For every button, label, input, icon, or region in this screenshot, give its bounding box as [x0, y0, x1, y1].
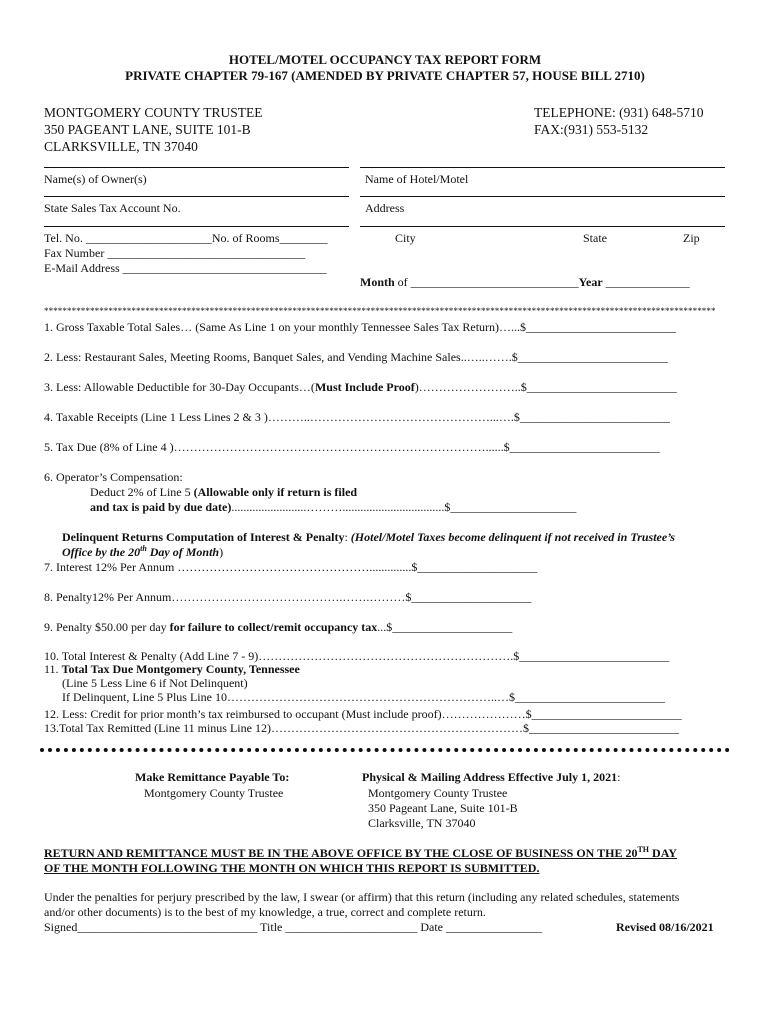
dotted-divider — [40, 748, 730, 752]
office-name: MONTGOMERY COUNTY TRUSTEE — [44, 105, 263, 120]
hotel-field-line[interactable] — [360, 167, 725, 168]
owners-label: Name(s) of Owner(s) — [44, 172, 147, 186]
line-3-30-day-deduction[interactable] — [44, 380, 677, 395]
deadline-notice-2 — [44, 861, 539, 876]
physical-heading — [362, 770, 620, 785]
line-9-text: 9. Penalty $50.00 per day — [44, 620, 170, 634]
physical-addr-1: Montgomery County Trustee — [368, 786, 508, 800]
owners-field-line[interactable] — [44, 167, 349, 168]
line-11-heading — [44, 662, 300, 677]
deadline-text: RETURN AND REMITTANCE MUST BE IN THE ABOVE OFFICE BY THE CLOSE OF BUSINESS ON THE 20 — [44, 846, 638, 860]
delinquent-note-3: Day of Month — [146, 545, 220, 559]
deadline-day: DAY — [649, 846, 677, 860]
address-field-line[interactable] — [360, 196, 725, 197]
line-3-bold: Must Include Proof — [314, 380, 415, 394]
line-9-blank: ...$____________________ — [377, 620, 513, 634]
form-title: HOTEL/MOTEL OCCUPANCY TAX REPORT FORM — [228, 52, 542, 67]
line-11-title: Total Tax Due Montgomery County, Tennessee — [61, 662, 300, 676]
perjury-statement: Under the penalties for perjury prescribed by the law, I swear (or affirm) that this return (including any related schedules, statements — [44, 890, 680, 904]
revised-date — [616, 920, 714, 935]
payable-heading — [135, 770, 289, 785]
office-city: CLARKSVILLE, TN 37040 — [44, 139, 198, 154]
line-6-condition-2: and tax is paid by due date) — [90, 500, 232, 514]
delinquent-heading — [62, 530, 675, 545]
line-7-interest[interactable]: 7. Interest 12% Per Annum …………………………………………..............$____________________ — [44, 560, 538, 574]
state-label: State — [583, 231, 607, 245]
month-label: Month — [360, 275, 395, 289]
physical-colon: : — [617, 770, 621, 784]
deadline-notice — [44, 846, 677, 861]
city-label: City — [395, 231, 416, 245]
delinquent-title: Delinquent Returns Computation of Interest & Penalty — [62, 530, 345, 544]
perjury-statement-2: and/or other documents) is to the best of my knowledge, a true, correct and complete return. — [44, 905, 486, 919]
line-3-text: 3. Less: Allowable Deductible for 30-Day Occupants…( — [44, 380, 315, 394]
line-6-amount[interactable] — [90, 500, 576, 515]
physical-addr-3: Clarksville, TN 37040 — [368, 816, 476, 830]
line-9-bold: for failure to collect/remit occupancy tax — [169, 620, 378, 634]
line-11-total-due[interactable]: If Delinquent, Line 5 Plus Line 10…………………………………………………………..…$_________________________ — [62, 690, 665, 704]
fax-number-field[interactable]: Fax Number _________________________________ — [44, 246, 306, 260]
deadline-text-2: OF THE MONTH FOLLOWING THE MONTH ON WHICH THIS REPORT IS SUBMITTED. — [44, 861, 540, 875]
delinquent-sup: th — [140, 544, 147, 553]
month-line: of ____________________________ — [397, 275, 579, 289]
city-state-zip-field-line[interactable] — [360, 226, 725, 227]
month-year-field[interactable] — [360, 275, 690, 290]
line-6-deduct-text: Deduct 2% of Line 5 — [90, 485, 194, 499]
address-label: Address — [365, 201, 405, 215]
delinquent-note: (Hotel/Motel Taxes become delinquent if not received in Trustee’s — [350, 530, 675, 544]
hotel-label: Name of Hotel/Motel — [365, 172, 469, 186]
line-10-total-interest[interactable]: 10. Total Interest & Penalty (Add Line 7 - 9)……………………………………………………….$_________________________ — [44, 649, 670, 663]
line-5-tax-due[interactable]: 5. Tax Due (8% of Line 4 )……………………………………………………………………......$_________________________ — [44, 440, 660, 454]
line-6-condition: (Allowable only if return is filed — [193, 485, 358, 499]
office-fax: FAX:(931) 553-5132 — [534, 122, 649, 137]
revised-date-text: Revised 08/16/2021 — [616, 920, 714, 934]
sales-tax-acct-label: State Sales Tax Account No. — [44, 201, 181, 215]
line-6-deduct — [90, 485, 357, 500]
star-divider: ************************************************************************************************************************************************** — [44, 306, 716, 316]
line-11-number: 11. — [44, 662, 62, 676]
line-6-blank: .........................………..................................$_____________________ — [231, 500, 577, 514]
delinquent-note-2: Office by the 20 — [62, 545, 141, 559]
form-subtitle: PRIVATE CHAPTER 79-167 (AMENDED BY PRIVATE CHAPTER 57, HOUSE BILL 2710) — [125, 68, 645, 83]
physical-addr-2: 350 Pageant Lane, Suite 101-B — [368, 801, 518, 815]
line-6-operator-comp: 6. Operator’s Compensation: — [44, 470, 183, 484]
tel-rooms-field[interactable]: Tel. No. _____________________No. of Rooms________ — [44, 231, 328, 245]
line-11-note: (Line 5 Less Line 6 if Not Delinquent) — [62, 676, 248, 690]
payable-heading-text: Make Remittance Payable To: — [135, 770, 290, 784]
line-1-gross-sales[interactable]: 1. Gross Taxable Total Sales… (Same As Line 1 on your monthly Tennessee Sales Tax Return)…...$_________________________ — [44, 320, 677, 334]
line-2-less-sales[interactable]: 2. Less: Restaurant Sales, Meeting Rooms, Banquet Sales, and Vending Machine Sales..…..…….$_________________________ — [44, 350, 668, 364]
email-field[interactable]: E-Mail Address __________________________________ — [44, 261, 327, 275]
sep-line — [44, 226, 349, 227]
delinquent-heading-2 — [62, 545, 223, 560]
deadline-sup: TH — [637, 845, 650, 854]
line-13-total-remitted[interactable]: 13.Total Tax Remitted (Line 11 minus Line 12)………………………………………………………$_________________________ — [44, 721, 679, 735]
year-line: ______________ — [602, 275, 690, 289]
zip-label: Zip — [683, 231, 700, 245]
payable-name: Montgomery County Trustee — [144, 786, 284, 800]
office-street: 350 PAGEANT LANE, SUITE 101-B — [44, 122, 251, 137]
physical-heading-text: Physical & Mailing Address Effective July 1, 2021 — [362, 770, 618, 784]
sales-tax-acct-field-line[interactable] — [44, 196, 349, 197]
office-telephone: TELEPHONE: (931) 648-5710 — [534, 105, 704, 120]
delinquent-colon: : — [344, 530, 351, 544]
line-9-penalty-per-day[interactable] — [44, 620, 512, 635]
delinquent-paren: ) — [219, 545, 224, 559]
line-12-credit[interactable]: 12. Less: Credit for prior month’s tax reimbursed to occupant (Must include proof)…………………$_________________________ — [44, 707, 682, 721]
year-label: Year — [578, 275, 603, 289]
line-4-taxable-receipts[interactable]: 4. Taxable Receipts (Line 1 Less Lines 2 & 3 )………..………………………………………...….$_________________________ — [44, 410, 670, 424]
signature-fields[interactable]: Signed______________________________ Title ______________________ Date ________________ — [44, 920, 543, 934]
line-8-penalty[interactable]: 8. Penalty12% Per Annum…………………………………….…….………$____________________ — [44, 590, 532, 604]
line-3-blank: )……………………..$_________________________ — [414, 380, 677, 394]
